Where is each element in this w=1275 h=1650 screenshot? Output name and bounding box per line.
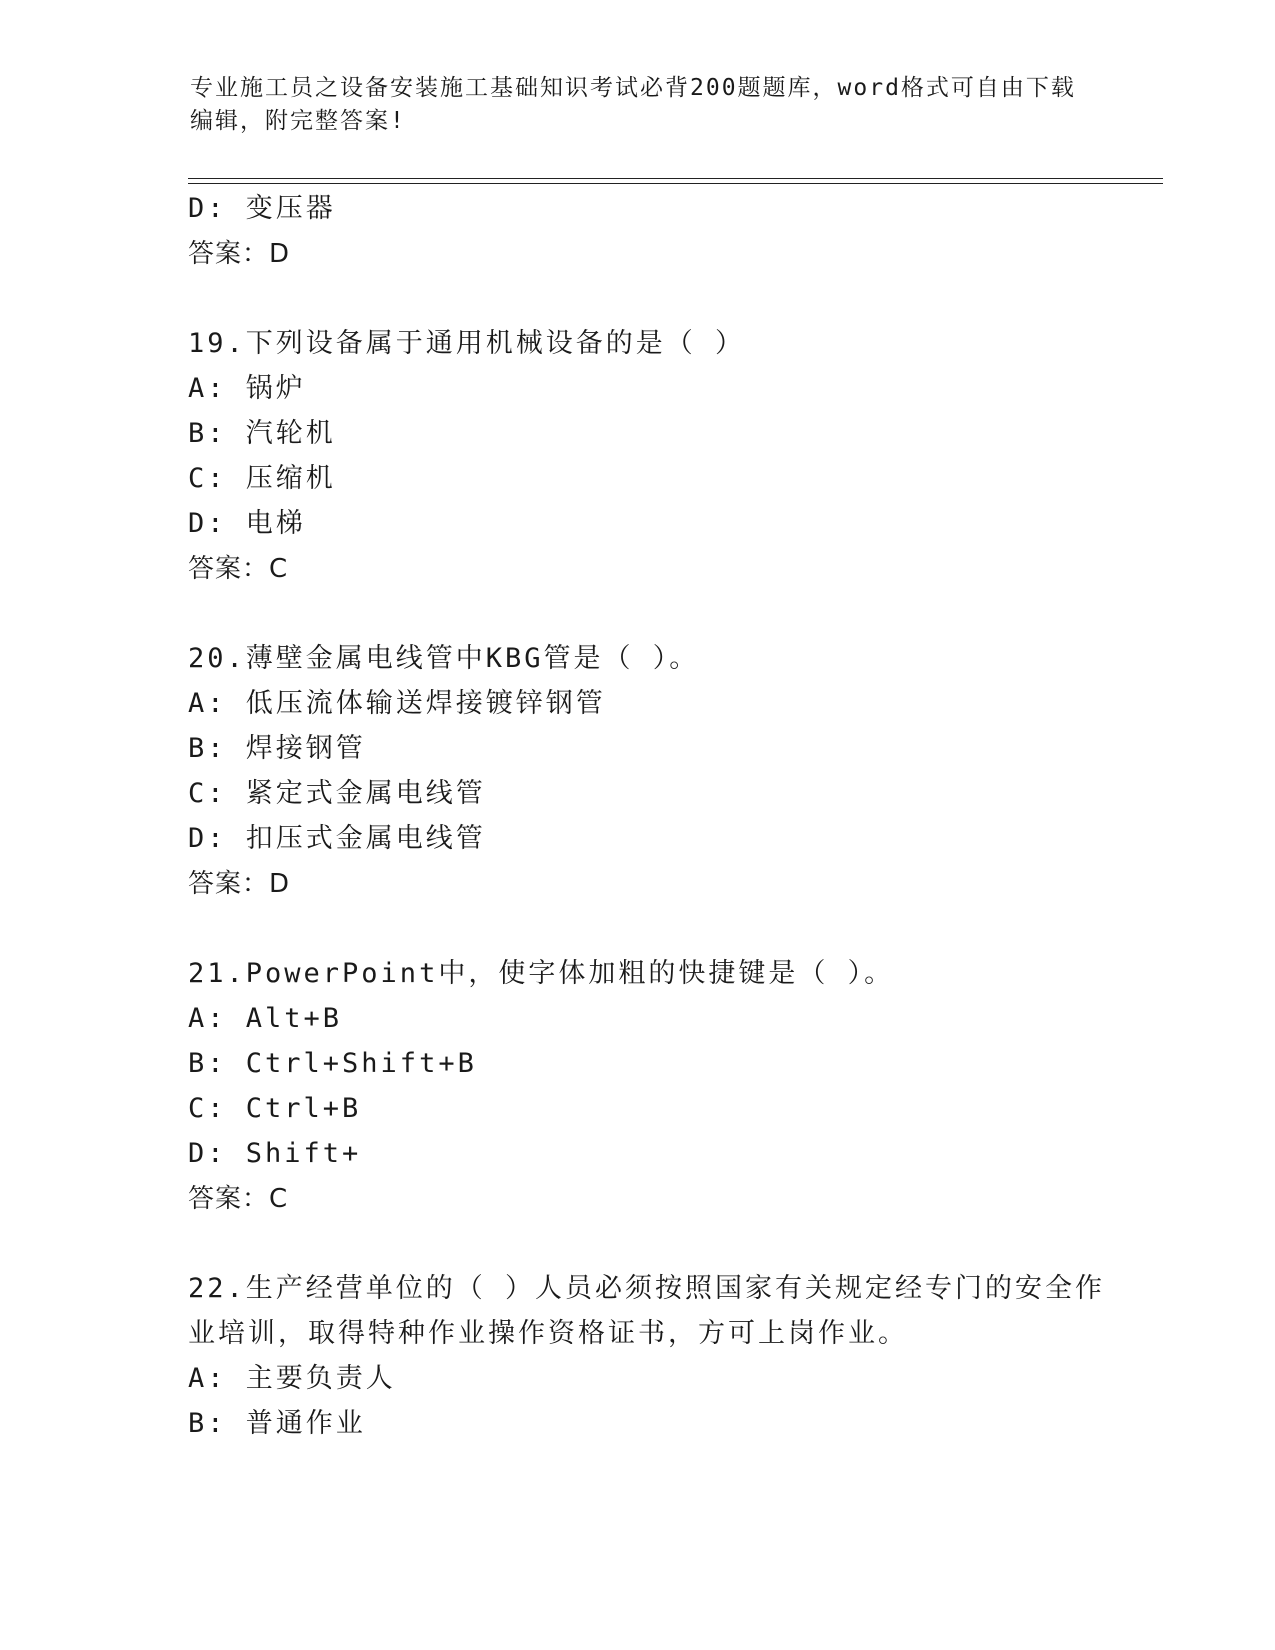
q18-option-d: D: 变压器 <box>188 193 336 224</box>
header-title-line-1: 专业施工员之设备安装施工基础知识考试必背200题题库，word格式可自由下载 <box>190 75 1076 101</box>
q19-question: 19.下列设备属于通用机械设备的是（ ） <box>188 328 746 359</box>
q20-option-b: B: 焊接钢管 <box>188 733 366 764</box>
q21-option-b: B: Ctrl+Shift+B <box>188 1048 477 1079</box>
q21-question: 21.PowerPoint中，使字体加粗的快捷键是（ ）。 <box>188 958 895 989</box>
q19-answer: 答案：C <box>188 554 289 584</box>
q20-option-c: C: 紧定式金属电线管 <box>188 778 486 809</box>
header-title-line-2: 编辑，附完整答案! <box>190 108 406 134</box>
q22-option-a: A: 主要负责人 <box>188 1363 396 1394</box>
q18-answer: 答案：D <box>188 239 291 269</box>
q22-option-b: B: 普通作业 <box>188 1408 366 1439</box>
q21-option-a: A: Alt+B <box>188 1003 343 1034</box>
q19-option-a: A: 锅炉 <box>188 373 306 404</box>
q19-option-b: B: 汽轮机 <box>188 418 336 449</box>
q19-option-c: C: 压缩机 <box>188 463 336 494</box>
q20-question: 20.薄壁金属电线管中KBG管是（ ）。 <box>188 643 700 674</box>
q20-answer: 答案：D <box>188 869 291 899</box>
document-header <box>190 72 1090 138</box>
q21-option-c: C: Ctrl+B <box>188 1093 362 1124</box>
q21-answer: 答案：C <box>188 1184 289 1214</box>
q22-question-line-2: 业培训，取得特种作业操作资格证书，方可上岗作业。 <box>188 1318 908 1349</box>
header-divider-top <box>188 178 1163 179</box>
q22-question-line-1: 22.生产经营单位的（ ）人员必须按照国家有关规定经专门的安全作 <box>188 1273 1106 1304</box>
q21-option-d: D: Shift+ <box>188 1138 362 1169</box>
q20-option-a: A: 低压流体输送焊接镀锌钢管 <box>188 688 606 719</box>
header-divider-bottom <box>188 183 1163 184</box>
q20-option-d: D: 扣压式金属电线管 <box>188 823 486 854</box>
q19-option-d: D: 电梯 <box>188 508 306 539</box>
